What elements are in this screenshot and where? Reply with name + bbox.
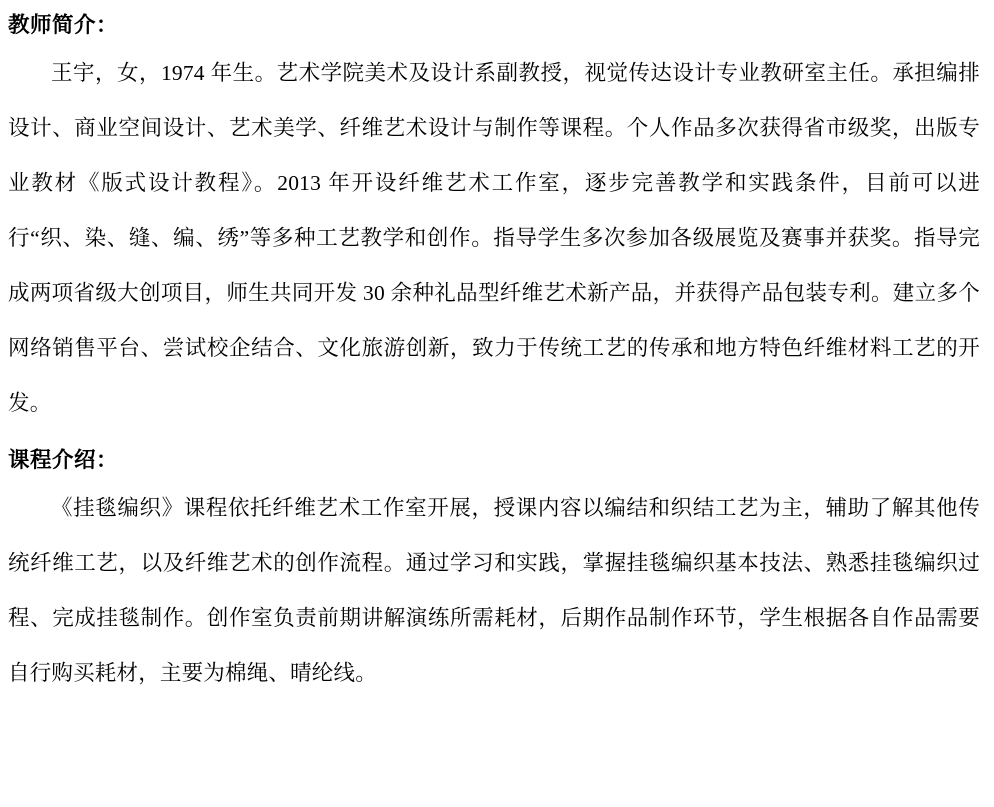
course-introduction-heading: 课程介绍： — [8, 448, 119, 472]
section-spacer — [8, 431, 980, 441]
teacher-profile-heading: 教师简介： — [8, 13, 119, 37]
teacher-profile-paragraph: 王宇，女，1974 年生。艺术学院美术及设计系副教授，视觉传达设计专业教研室主任。承担编排设计、商业空间设计、艺术美学、纤维艺术设计与制作等课程。个人作品多次获得省市级奖，出版专业教材《版式设计教程》。2013 年开设纤维艺术工作室，逐步完善教学和实践条件，目前可以进行“织、染、缝、编、绣”等多种工艺教学和创作。指导学生多次参加各级展览及赛事并获奖。指导完成两项省级大创项目，师生共同开发 30 余种礼品型纤维艺术新产品，并获得产品包装专利。建立多个网络销售平台、尝试校企结合、文化旅游创新，致力于传统工艺的传承和地方特色纤维材料工艺的开发。 — [8, 61, 980, 415]
course-introduction-paragraph: 《挂毯编织》课程依托纤维艺术工作室开展，授课内容以编结和织结工艺为主，辅助了解其他传统纤维工艺，以及纤维艺术的创作流程。通过学习和实践，掌握挂毯编织基本技法、熟悉挂毯编织过程、完成挂毯制作。创作室负责前期讲解演练所需耗材，后期作品制作环节，学生根据各自作品需要自行购买耗材，主要为棉绳、晴纶线。 — [8, 496, 980, 685]
